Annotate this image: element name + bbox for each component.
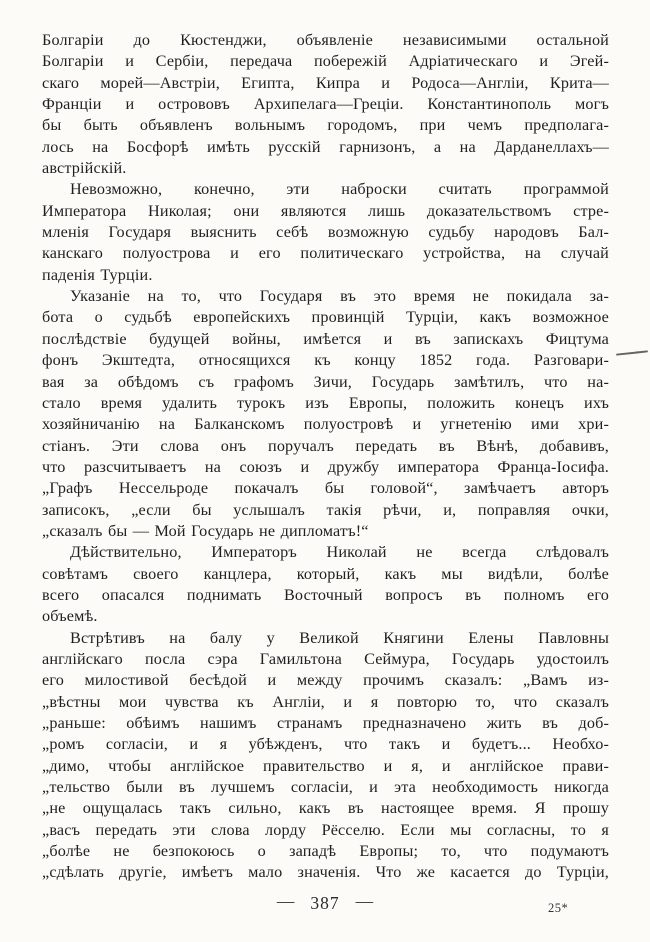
- quire-signature-mark: 25*: [548, 901, 569, 915]
- text-line: „болѣе не безпокоюсь о западѣ Европы; то, что подумаютъ: [42, 842, 609, 861]
- text-line: „сказалъ бы — Мой Государь не дипломатъ!“: [42, 521, 369, 540]
- text-line: что разсчитываетъ на союзъ и дружбу императора Франца-Іосифа.: [42, 457, 609, 476]
- text-line: мленія Государя выяснить себѣ возможную судьбу народовъ Бал-: [42, 223, 609, 242]
- text-line: австрійскій.: [42, 159, 127, 178]
- footer-dash-right: —: [355, 891, 374, 911]
- text-line: записокъ, „если бы услышалъ такія рѣчи, и, поправляя очки,: [42, 500, 609, 519]
- text-line: стіанъ. Эти слова онъ поручалъ передать въ Вѣнѣ, добавивъ,: [42, 436, 609, 455]
- text-line: Указаніе на то, что Государя въ это время не покидала за-: [70, 287, 609, 306]
- text-line: фонъ Экштедта, относящихся къ концу 1852 года. Разговари-: [42, 351, 609, 370]
- text-line: его милостивой бесѣдой и между прочимъ сказалъ: „Вамъ из-: [42, 671, 609, 690]
- margin-pencil-mark: [616, 350, 648, 355]
- text-line: „ромъ согласіи, и я убѣжденъ, что такъ и будетъ... Необхо-: [42, 735, 609, 754]
- text-line: канскаго полуострова и его политическаго устройства, на случай: [42, 244, 609, 263]
- text-line: совѣтамъ своего канцлера, который, какъ мы видѣли, болѣе: [42, 564, 609, 583]
- paragraph: [42, 286, 609, 542]
- text-line: скаго морей—Австріи, Египта, Кипра и Родоса—Англіи, Крита—: [42, 73, 609, 92]
- text-line: объемѣ.: [42, 607, 98, 626]
- text-line: англійскаго посла сэра Гамильтона Сеймура, Государь удостоилъ: [42, 649, 609, 668]
- text-line: Невозможно, конечно, эти наброски считать программой: [70, 180, 609, 199]
- text-line: паденія Турціи.: [42, 265, 153, 284]
- text-line: бы быть объявленъ вольнымъ городомъ, при чемъ предполага-: [42, 116, 609, 135]
- page-number: 387: [310, 893, 340, 913]
- text-line: „сдѣлать другіе, имѣетъ мало значенія. Что же касается до Турціи,: [42, 863, 609, 882]
- text-line: Франціи и острововъ Архипелага—Греціи. Константинополь могъ: [42, 95, 609, 114]
- text-line: Императора Николая; они являются лишь доказательствомъ стре-: [42, 201, 609, 220]
- footer-dash-left: —: [276, 891, 295, 911]
- paragraph: [42, 179, 609, 286]
- text-line: Встрѣтивъ на балу у Великой Княгини Елены Павловны: [70, 628, 609, 647]
- text-line: „тельство были въ лучшемъ согласіи, и эта необходимость никогда: [42, 778, 609, 797]
- text-line: „димо, чтобы англійское правительство и я, и англійское прави-: [42, 756, 609, 775]
- text-line: Болгаріи и Сербіи, передача побережій Адріатическаго и Эгей-: [42, 52, 609, 71]
- text-block: [42, 30, 609, 884]
- text-line: „васъ передать эти слова лорду Рёсселю. Если мы согласны, то я: [42, 820, 609, 839]
- text-line: „Графъ Нессельроде покачалъ бы головой“, замѣчаетъ авторъ: [42, 479, 609, 498]
- text-line: всего опасался поднимать Восточный вопросъ въ полномъ его: [42, 585, 609, 604]
- text-line: „вѣстны мои чувства къ Англіи, и я повторю то, что сказалъ: [42, 692, 609, 711]
- text-line: вая за обѣдомъ съ графомъ Зичи, Государь замѣтилъ, что на-: [42, 372, 609, 391]
- text-line: Дѣйствительно, Императоръ Николай не всегда слѣдовалъ: [70, 543, 609, 562]
- text-line: Болгаріи до Кюстенджи, объявленіе независимыми остальной: [42, 31, 609, 49]
- text-line: бота о судьбѣ европейскихъ провинцій Турціи, какъ возможное: [42, 308, 609, 327]
- paragraph: [42, 30, 609, 179]
- text-line: стало время удалить турокъ изъ Европы, положить конецъ ихъ: [42, 393, 609, 412]
- paragraph: [42, 542, 609, 627]
- paragraph: [42, 628, 609, 884]
- text-line: „раньше: обѣимъ нашимъ странамъ предназначено жить въ доб-: [42, 714, 609, 732]
- text-line: хозяйничанію на Балканскомъ полуостровѣ и угнетенію ими хри-: [42, 415, 609, 434]
- text-line: послѣдствіе будущей войны, имѣется и въ запискахъ Фицтума: [42, 329, 609, 348]
- text-line: лось на Босфорѣ имѣть русскій гарнизонъ, а на Дарданеллахъ—: [42, 137, 609, 156]
- text-line: „не ощущалась такъ сильно, какъ въ настоящее время. Я прошу: [42, 799, 609, 818]
